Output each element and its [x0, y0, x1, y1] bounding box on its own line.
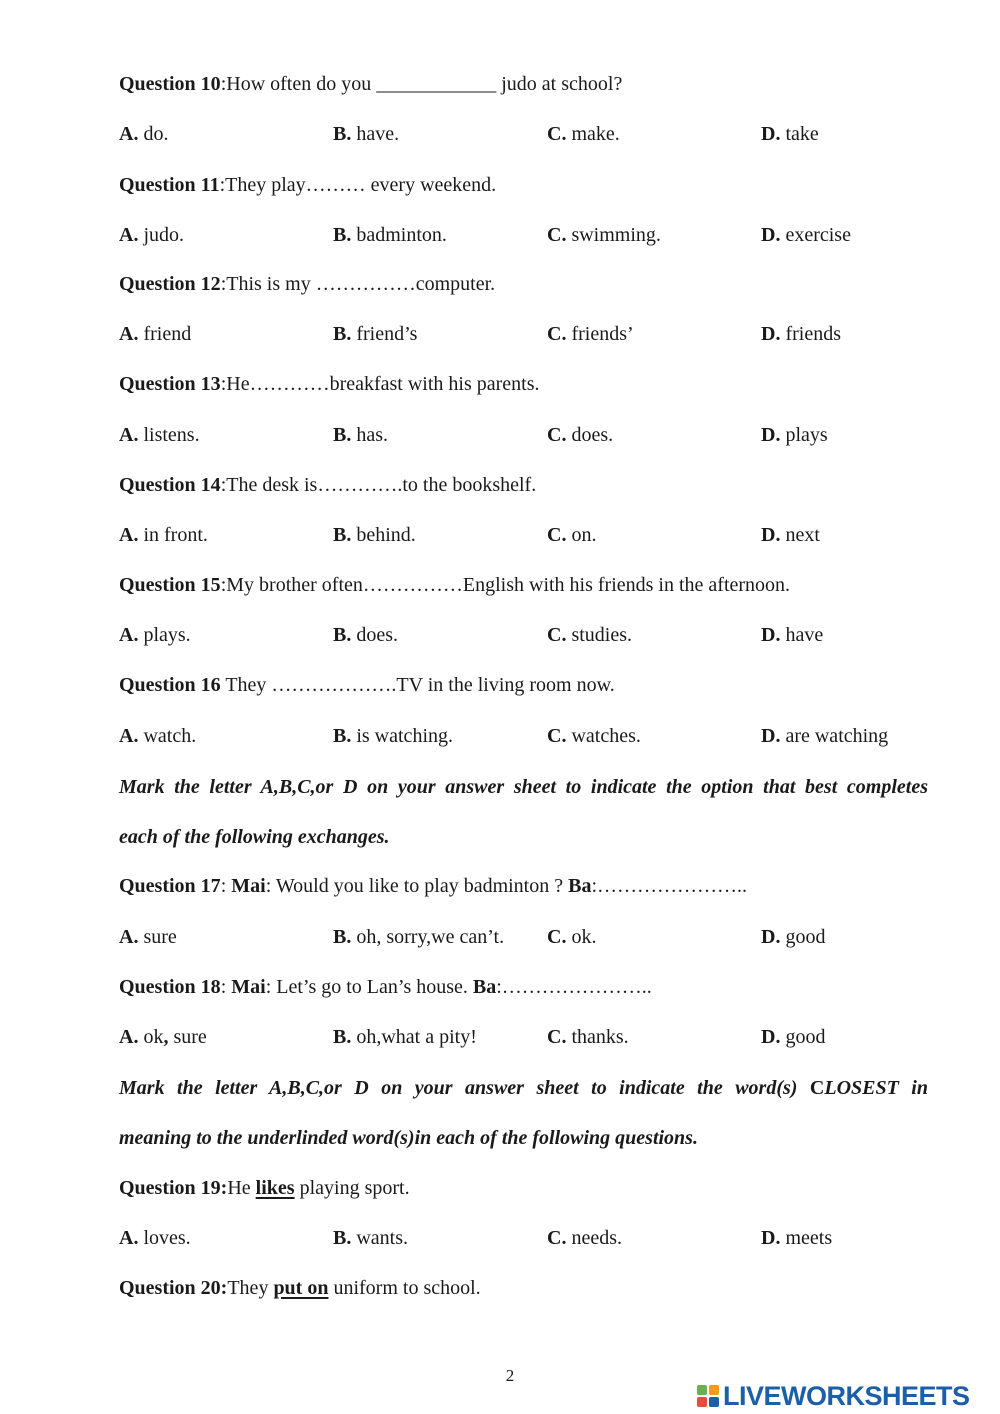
question-label: Question 19: — [119, 1177, 228, 1199]
option-d[interactable]: D. plays — [761, 424, 828, 446]
option-a[interactable]: A. ok, sure — [119, 1026, 207, 1048]
speaker-ba: Ba — [472, 976, 497, 998]
question-label: Question 12 — [119, 273, 221, 295]
option-b[interactable]: B. friend’s — [333, 323, 418, 345]
option-d[interactable]: D. next — [761, 524, 820, 546]
question-label: Question 18 — [119, 976, 221, 998]
question-10: Question 10:How often do you ____________ judo at school? — [119, 73, 623, 95]
option-c[interactable]: C. on. — [547, 524, 597, 546]
question-text: They ……………….TV in the living room now. — [225, 674, 615, 696]
option-d[interactable]: D. good — [761, 926, 826, 948]
options-row-16 — [119, 721, 940, 751]
option-c[interactable]: C. studies. — [547, 624, 633, 646]
option-d[interactable]: D. have — [761, 624, 824, 646]
option-b[interactable]: B. oh,what a pity! — [333, 1026, 477, 1048]
liveworksheets-logo — [697, 1378, 970, 1414]
option-c[interactable]: C. does. — [547, 424, 614, 446]
question-20: Question 20:They put on uniform to school. — [119, 1277, 481, 1299]
options-row-13 — [119, 420, 940, 450]
option-c[interactable]: C. friends’ — [547, 323, 634, 345]
question-label: Question 14 — [119, 474, 221, 496]
question-label: Question 17 — [119, 875, 221, 897]
question-label: Question 20: — [119, 1277, 228, 1299]
option-d[interactable]: D. exercise — [761, 224, 851, 246]
question-text: This is my ……………computer. — [226, 273, 496, 295]
options-row-11 — [119, 220, 940, 250]
options-row-17 — [119, 922, 940, 952]
underlined-word: put on — [273, 1277, 329, 1299]
option-a[interactable]: A. watch. — [119, 725, 197, 747]
options-row-12 — [119, 319, 940, 349]
question-15: Question 15:My brother often……………English with his friends in the afternoon. — [119, 574, 791, 596]
question-19: Question 19:He likes playing sport. — [119, 1177, 410, 1199]
question-18: Question 18: Mai: Let’s go to Lan’s house. Ba:………………….. — [119, 976, 652, 998]
option-a[interactable]: A. sure — [119, 926, 177, 948]
option-a[interactable]: A. listens. — [119, 424, 200, 446]
options-row-14 — [119, 520, 940, 550]
option-a[interactable]: A. loves. — [119, 1227, 191, 1249]
question-text: The desk is………….to the bookshelf. — [226, 474, 537, 496]
options-row-10 — [119, 119, 940, 149]
question-text: They play……… every weekend. — [225, 174, 497, 196]
question-13: Question 13:He…………breakfast with his parents. — [119, 373, 540, 395]
option-a[interactable]: A. do. — [119, 123, 169, 145]
question-11: Question 11:They play……… every weekend. — [119, 174, 497, 196]
question-text: My brother often……………English with his friends in the afternoon. — [226, 574, 791, 596]
speaker-ba: Ba — [568, 875, 592, 897]
option-b[interactable]: B. badminton. — [333, 224, 447, 246]
question-17: Question 17: Mai: Would you like to play badminton ? Ba:………………….. — [119, 875, 748, 897]
option-a[interactable]: A. in front. — [119, 524, 208, 546]
option-a[interactable]: A. judo. — [119, 224, 185, 246]
liveworksheets-logo-icon — [697, 1385, 719, 1407]
question-label: Question 11 — [119, 174, 220, 196]
options-row-15 — [119, 620, 940, 650]
question-label: Question 15 — [119, 574, 221, 596]
option-d[interactable]: D. friends — [761, 323, 841, 345]
instruction-closest-line1: Mark the letter A,B,C,or D on your answer sheet to indicate the word(s) CLOSEST in — [119, 1077, 928, 1099]
option-a[interactable]: A. friend — [119, 323, 192, 345]
option-d[interactable]: D. take — [761, 123, 819, 145]
options-row-18 — [119, 1022, 940, 1052]
underlined-word: likes — [255, 1177, 295, 1199]
page-number: 2 — [505, 1366, 515, 1385]
instruction-exchanges-line2: each of the following exchanges. — [119, 826, 390, 848]
question-text: He…………breakfast with his parents. — [226, 373, 540, 395]
option-c[interactable]: C. swimming. — [547, 224, 661, 246]
option-c[interactable]: C. ok. — [547, 926, 597, 948]
option-b[interactable]: B. behind. — [333, 524, 416, 546]
option-a[interactable]: A. plays. — [119, 624, 191, 646]
option-c[interactable]: C. watches. — [547, 725, 641, 747]
instruction-exchanges-line1: Mark the letter A,B,C,or D on your answer sheet to indicate the option that best completes — [119, 776, 928, 798]
question-label: Question 13 — [119, 373, 221, 395]
question-label: Question 16 — [119, 674, 221, 696]
option-b[interactable]: B. is watching. — [333, 725, 453, 747]
question-12: Question 12:This is my ……………computer. — [119, 273, 496, 295]
options-row-19 — [119, 1223, 940, 1253]
instruction-closest-line2: meaning to the underlinded word(s)in each of the following questions. — [119, 1127, 698, 1149]
option-c[interactable]: C. needs. — [547, 1227, 622, 1249]
option-c[interactable]: C. make. — [547, 123, 620, 145]
speaker-mai: Mai — [231, 976, 266, 998]
option-d[interactable]: D. meets — [761, 1227, 833, 1249]
option-d[interactable]: D. are watching — [761, 725, 889, 747]
question-14: Question 14:The desk is………….to the bookshelf. — [119, 474, 537, 496]
question-text: How often do you ____________ judo at school? — [226, 73, 623, 95]
option-c[interactable]: C. thanks. — [547, 1026, 629, 1048]
option-b[interactable]: B. oh, sorry,we can’t. — [333, 926, 505, 948]
option-d[interactable]: D. good — [761, 1026, 826, 1048]
option-b[interactable]: B. does. — [333, 624, 399, 646]
liveworksheets-logo-text: LIVEWORKSHEETS — [723, 1380, 970, 1411]
option-b[interactable]: B. wants. — [333, 1227, 409, 1249]
option-b[interactable]: B. have. — [333, 123, 400, 145]
speaker-mai: Mai — [231, 875, 266, 897]
question-16 — [119, 670, 940, 700]
question-label: Question 10 — [119, 73, 221, 95]
option-b[interactable]: B. has. — [333, 424, 389, 446]
